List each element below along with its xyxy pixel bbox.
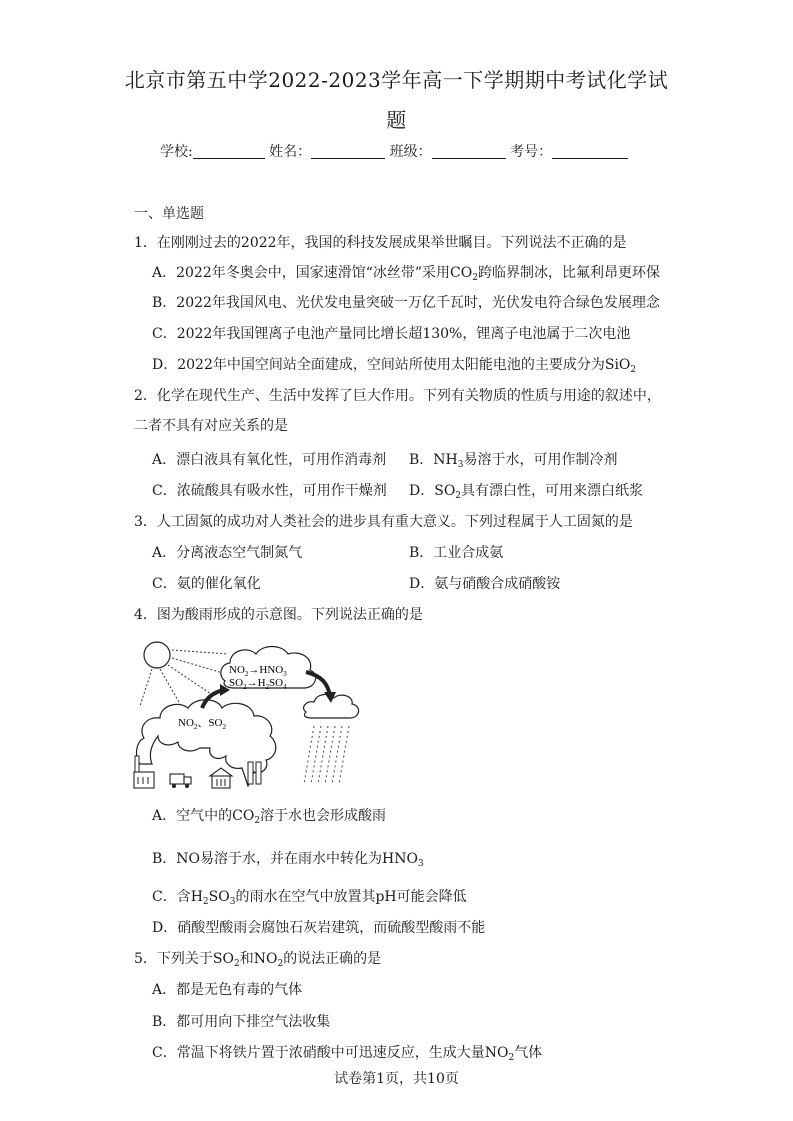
q5-stem-text: 5．下列关于SO (134, 951, 234, 967)
q1-option-c[interactable]: C．2022年我国锂离子电池产量同比增长超130%，锂离子电池属于二次电池 (152, 326, 631, 342)
acid-rain-illustration (130, 636, 375, 791)
q4-stem: 4．图为酸雨形成的示意图。下列说法正确的是 (134, 607, 423, 623)
q4-b-text: B．NO易溶于水，并在雨水中转化为HNO (152, 851, 418, 867)
school-blank[interactable] (193, 144, 265, 159)
q4-option-a[interactable] (152, 806, 386, 826)
q1-a-sub: 2 (472, 273, 478, 283)
gas-label: $NO_2$、$SO_2$ (178, 717, 226, 731)
q1-a-text: A．2022年冬奥会中，国家速滑馆“冰丝带”采用CO (152, 265, 473, 281)
name-blank[interactable] (311, 144, 385, 159)
q1-stem: 1．在刚刚过去的2022年，我国的科技发展成果举世瞩目。下列说法不正确的是 (134, 235, 627, 251)
q4-c-sub2: 3 (229, 897, 236, 907)
equation-so2: $SO_2\to H_2SO_4$ (229, 677, 287, 691)
q2-b-text: B．NH (409, 452, 458, 468)
q2-d-text: D．SO (409, 483, 456, 499)
exam-title-line1: 北京市第五中学2022-2023学年高一下学期期中考试化学试 (124, 68, 669, 92)
section-heading: 一、单选题 (134, 206, 204, 222)
truck-icon (170, 774, 191, 788)
q5-c-text-end: 气体 (514, 1045, 543, 1061)
q1-d-text: D．2022年中国空间站全面建成，空间站所使用太阳能电池的主要成分为SiO (152, 357, 631, 373)
q1-option-b[interactable]: B．2022年我国风电、光伏发电量突破一万亿千瓦时，光伏发电符合绿色发展理念 (152, 295, 660, 311)
q4-c-mid: SO (208, 889, 230, 905)
q2-b-text-end: 易溶于水，可用作制冷剂 (463, 452, 618, 468)
q1-option-a[interactable] (152, 263, 660, 283)
q5-option-c[interactable] (152, 1043, 542, 1063)
rain-drops (304, 726, 349, 784)
q4-option-d[interactable]: D．硝酸型酸雨会腐蚀石灰岩建筑，而硫酸型酸雨不能 (152, 920, 486, 936)
class-label: 班级： (389, 144, 432, 160)
q3-option-b[interactable]: B．工业合成氨 (409, 545, 504, 561)
exam-title-line2: 题 (386, 108, 407, 132)
equation-no2: $NO_2\to HNO_3$ (229, 664, 287, 678)
q2-option-a[interactable]: A．漂白液具有氧化性，可用作消毒剂 (152, 452, 387, 468)
q1-d-sub: 2 (630, 365, 637, 375)
q3-option-d[interactable]: D．氨与硝酸合成硝酸铵 (409, 576, 561, 592)
q3-option-a[interactable]: A．分离液态空气制氮气 (152, 545, 303, 561)
smoke-cloud (137, 700, 276, 786)
page-footer: 试卷第1页，共10页 (334, 1071, 459, 1087)
number-label: 考号： (510, 144, 553, 160)
q2-stem-line1: 2．化学在现代生产、生活中发挥了巨大作用。下列有关物质的性质与用途的叙述中， (134, 388, 661, 404)
q5-stem-end: 的说法正确的是 (283, 951, 382, 967)
q3-stem: 3．人工固氮的成功对人类社会的进步具有重大意义。下列过程属于人工固氮的是 (134, 514, 633, 530)
q4-a-text: A．空气中的CO (152, 808, 255, 824)
sun-icon (144, 642, 170, 668)
q2-option-b[interactable] (409, 450, 617, 470)
q5-c-sub: 2 (508, 1053, 515, 1063)
school-label: 学校: (160, 144, 193, 160)
q5-stem (134, 949, 381, 969)
q2-stem-line2: 二者不具有对应关系的是 (134, 418, 288, 434)
q5-option-a[interactable]: A．都是无色有毒的气体 (152, 982, 303, 998)
q4-a-sub: 2 (254, 816, 261, 826)
acid-rain-diagram (130, 636, 375, 791)
name-label: 姓名： (269, 144, 312, 160)
q1-a-text-end: 跨临界制冰，比氟利昂更环保 (477, 265, 660, 281)
q5-stem-sub2: 2 (277, 959, 284, 969)
q1-option-d[interactable] (152, 355, 636, 375)
q2-b-sub: 3 (457, 460, 464, 470)
q5-stem-sub1: 2 (233, 959, 240, 969)
q4-c-text: C．含H (152, 889, 203, 905)
q2-option-c[interactable]: C．浓硫酸具有吸水性，可用作干燥剂 (152, 483, 387, 499)
q4-c-text-end: 的雨水在空气中放置其pH可能会降低 (235, 889, 467, 905)
q4-c-sub1: 2 (202, 897, 209, 907)
q5-stem-mid: 和NO (239, 951, 278, 967)
student-info-fields (160, 141, 680, 161)
class-blank[interactable] (432, 144, 506, 159)
q4-b-sub: 3 (417, 859, 424, 869)
q5-option-b[interactable]: B．都可用向下排空气法收集 (152, 1014, 331, 1030)
house-icon (210, 768, 232, 788)
q5-c-text: C．常温下将铁片置于浓硝酸中可迅速反应，生成大量NO (152, 1045, 509, 1061)
q2-option-d[interactable] (409, 481, 643, 501)
q2-d-sub: 2 (455, 491, 462, 501)
q2-d-text-end: 具有漂白性，可用来漂白纸浆 (461, 483, 644, 499)
number-blank[interactable] (552, 144, 628, 159)
q3-option-c[interactable]: C．氨的催化氧化 (152, 576, 261, 592)
q4-option-b[interactable] (152, 849, 424, 869)
q4-option-c[interactable] (152, 887, 467, 907)
q4-a-text-end: 溶于水也会形成酸雨 (260, 808, 387, 824)
